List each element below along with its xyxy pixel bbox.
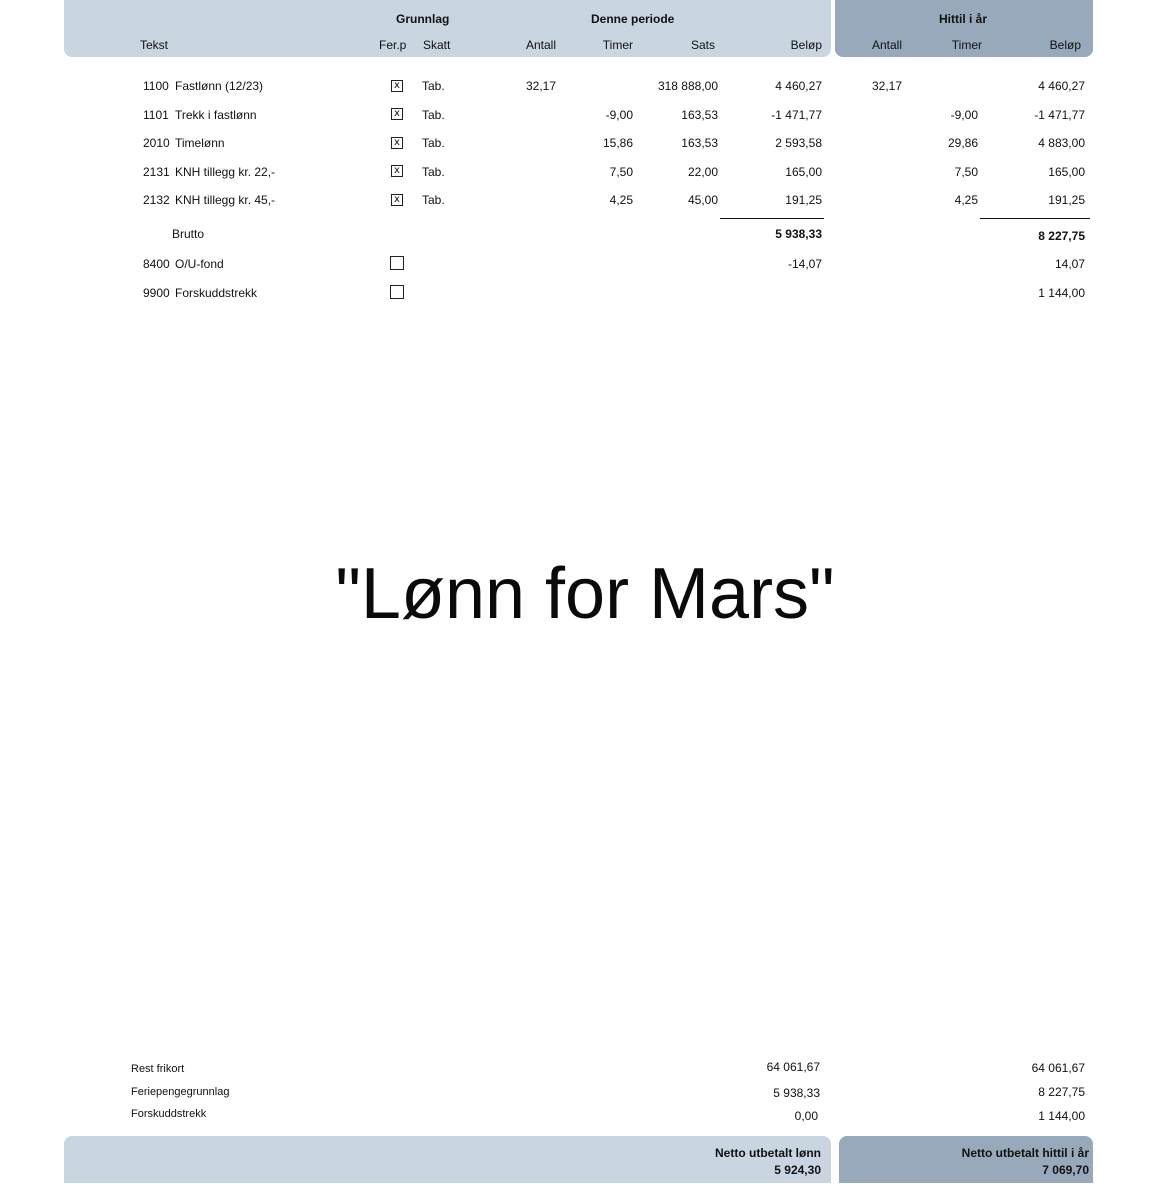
summary-ytd-value: 1 144,00 bbox=[1038, 1109, 1085, 1123]
document-title: "Lønn for Mars" bbox=[335, 554, 835, 634]
row-ytd-timer: 7,50 bbox=[954, 165, 978, 179]
deduction-belop: -14,07 bbox=[787, 257, 822, 271]
col-sats: Sats bbox=[690, 38, 715, 52]
row-code: 2010 bbox=[143, 136, 170, 150]
summary-ytd-value: 8 227,75 bbox=[1038, 1085, 1085, 1099]
group-grunnlag: Grunnlag bbox=[396, 12, 450, 26]
row-sats: 45,00 bbox=[687, 193, 718, 207]
row-skatt: Tab. bbox=[422, 136, 445, 150]
row-ytd-timer: 4,25 bbox=[954, 193, 978, 207]
row-ytd-belop: -1 471,77 bbox=[1034, 108, 1085, 122]
col-ytd-timer: Timer bbox=[951, 38, 982, 52]
ferp-checkbox[interactable]: x bbox=[391, 165, 403, 177]
brutto-ytd-belop: 8 227,75 bbox=[1038, 229, 1085, 243]
deduction-ytd-belop: 1 144,00 bbox=[1038, 286, 1085, 300]
row-skatt: Tab. bbox=[422, 193, 445, 207]
row-belop: 4 460,27 bbox=[775, 79, 822, 93]
row-sats: 22,00 bbox=[687, 165, 718, 179]
group-hittil-i-ar: Hittil i år bbox=[939, 12, 988, 26]
row-text: KNH tillegg kr. 22,- bbox=[175, 165, 276, 179]
ferp-checkbox[interactable]: x bbox=[391, 80, 403, 92]
deduction-text: Forskuddstrekk bbox=[175, 286, 258, 300]
row-code: 1101 bbox=[143, 108, 169, 122]
row-code: 2131 bbox=[143, 165, 170, 179]
row-ytd-timer: 29,86 bbox=[947, 136, 978, 150]
summary-label: Forskuddstrekk bbox=[131, 1108, 207, 1120]
row-belop: 191,25 bbox=[785, 193, 822, 207]
row-ytd-belop: 4 460,27 bbox=[1038, 79, 1085, 93]
deduction-code: 9900 bbox=[143, 286, 170, 300]
subtotal-rule-ytd bbox=[980, 218, 1090, 219]
ferp-checkbox[interactable] bbox=[390, 256, 404, 270]
row-skatt: Tab. bbox=[422, 165, 445, 179]
netto-ytd-label: Netto utbetalt hittil i år bbox=[961, 1146, 1089, 1160]
row-belop: -1 471,77 bbox=[771, 108, 822, 122]
ferp-checkbox[interactable]: x bbox=[391, 194, 403, 206]
summary-value: 64 061,67 bbox=[766, 1060, 820, 1074]
col-ferp: Fer.p bbox=[379, 38, 407, 52]
netto-ytd-value: 7 069,70 bbox=[1042, 1163, 1089, 1177]
row-sats: 163,53 bbox=[681, 108, 718, 122]
row-ytd-belop: 191,25 bbox=[1048, 193, 1085, 207]
netto-label: Netto utbetalt lønn bbox=[715, 1146, 821, 1160]
row-belop: 165,00 bbox=[785, 165, 822, 179]
row-text: KNH tillegg kr. 45,- bbox=[175, 193, 276, 207]
row-sats: 163,53 bbox=[681, 136, 718, 150]
col-timer: Timer bbox=[602, 38, 633, 52]
row-belop: 2 593,58 bbox=[775, 136, 822, 150]
ferp-checkbox[interactable] bbox=[390, 285, 404, 299]
summary-value: 5 938,33 bbox=[773, 1086, 820, 1100]
row-code: 2132 bbox=[143, 193, 170, 207]
row-skatt: Tab. bbox=[422, 79, 445, 93]
col-tekst: Tekst bbox=[140, 38, 169, 52]
ferp-checkbox[interactable]: x bbox=[391, 108, 403, 120]
row-timer: 15,86 bbox=[602, 136, 633, 150]
deduction-code: 8400 bbox=[143, 257, 170, 271]
group-denne-periode: Denne periode bbox=[591, 12, 675, 26]
row-sats: 318 888,00 bbox=[657, 79, 718, 93]
row-skatt: Tab. bbox=[422, 108, 445, 122]
deduction-ytd-belop: 14,07 bbox=[1054, 257, 1085, 271]
row-antall: 32,17 bbox=[525, 79, 556, 93]
summary-label: Rest frikort bbox=[131, 1063, 185, 1075]
col-ytd-belop: Beløp bbox=[1049, 38, 1081, 52]
row-ytd-belop: 4 883,00 bbox=[1038, 136, 1085, 150]
col-belop: Beløp bbox=[790, 38, 822, 52]
netto-value: 5 924,30 bbox=[774, 1163, 821, 1177]
col-skatt: Skatt bbox=[423, 38, 451, 52]
deduction-text: O/U-fond bbox=[175, 257, 224, 271]
row-timer: -9,00 bbox=[605, 108, 633, 122]
row-ytd-belop: 165,00 bbox=[1048, 165, 1085, 179]
ferp-checkbox[interactable]: x bbox=[391, 137, 403, 149]
row-ytd-antall: 32,17 bbox=[871, 79, 902, 93]
summary-label: Feriepengegrunnlag bbox=[131, 1086, 230, 1098]
row-text: Timelønn bbox=[175, 136, 225, 150]
row-text: Trekk i fastlønn bbox=[175, 108, 257, 122]
col-ytd-antall: Antall bbox=[871, 38, 902, 52]
row-timer: 4,25 bbox=[609, 193, 633, 207]
row-ytd-timer: -9,00 bbox=[950, 108, 978, 122]
brutto-label: Brutto bbox=[172, 227, 205, 241]
subtotal-rule-period bbox=[720, 218, 824, 219]
row-code: 1100 bbox=[143, 79, 169, 93]
row-timer: 7,50 bbox=[609, 165, 633, 179]
col-antall: Antall bbox=[525, 38, 556, 52]
row-text: Fastlønn (12/23) bbox=[175, 79, 264, 93]
summary-ytd-value: 64 061,67 bbox=[1031, 1061, 1085, 1075]
brutto-belop: 5 938,33 bbox=[775, 227, 822, 241]
summary-value: 0,00 bbox=[794, 1109, 818, 1123]
